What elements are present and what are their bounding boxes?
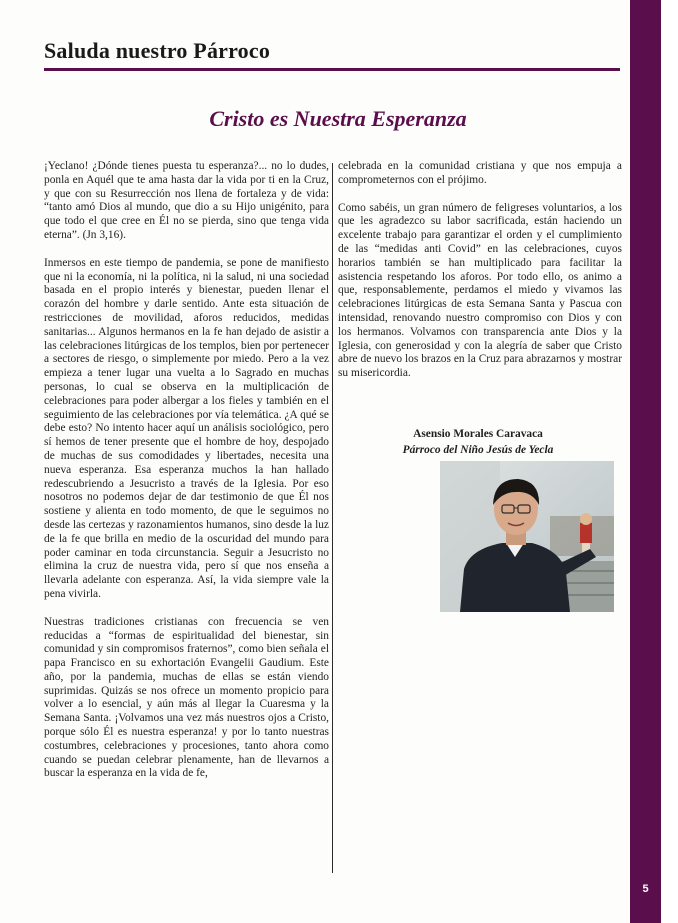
author-name: Asensio Morales Caravaca xyxy=(413,428,543,440)
side-color-band xyxy=(630,0,661,923)
paragraph: Inmersos en este tiempo de pandemia, se pone de manifiesto que ni la economía, ni la política, ni la salud, ni una sociedad basada en el propio interés y bienestar, pueden llenar el corazón del hombre y darle sentido. Ante esta situación de restricciones de movilidad, aforos reducidos, medidas sanitarias... Algunos hermanos en la fe han dejado de asistir a las celebraciones litúrgicas de los templos, bien por pertenecer a sectores de riesgo, o simplemente por miedo. Pero a la vez empieza a tener lugar una vuelta a lo Sagrado en muchas personas, lo cual se observa en la multiplicación de celebraciones para poder albergar a los fieles y también en el seguimiento de las celebraciones por vía telemática. ¿A qué se debe esto? No intento hacer aquí un análisis sociológico, pero sí hemos de tener presente que el hombre de hoy, despojado de muchas de sus comodidades y libertades, necesita una nueva esperanza. Esa esperanza muchos la han hallado redescubriendo a Jesucristo a través de la Iglesia. Por eso nosotros no podemos dejar de dar testimonio de que Él nos sostiene y alienta en todo momento, de que le seguimos no desde las certezas y razonamientos humanos, sino desde la luz de la fe que brilla en medio de la oscuridad del mundo para poder caminar en toda circunstancia. Seguir a Jesucristo no elimina la cruz de nuestra vida, pero sí que nos enseña a llevarla adelante con esperanza. Así, la vida siempre vale la pena vivirla. xyxy=(44,256,329,600)
page-number: 5 xyxy=(642,883,649,895)
author-title: Párroco del Niño Jesús de Yecla xyxy=(402,444,554,456)
author-photo xyxy=(440,461,614,612)
article-column-left xyxy=(44,160,329,795)
paragraph: ¡Yeclano! ¿Dónde tienes puesta tu esperanza?... no lo dudes, ponla en Aquél que te ama hasta dar la vida por ti en la Cruz, y que con su Resurrección nos llena de fortaleza y de vida: “tanto amó Dios al mundo, que dio a su Hijo unigénito, para que todo el que cree en Él no se pierda, sino que tenga vida eterna”. (Jn 3,16). xyxy=(44,160,329,241)
article-column-right xyxy=(338,160,622,395)
section-title: Saluda nuestro Párroco xyxy=(44,38,271,63)
paragraph: Nuestras tradiciones cristianas con frecuencia se ven reducidas a “formas de espiritualidad del bienestar, sin comunidad y sin compromisos fraternos”, como bien señala el papa Francisco en su exhortación Evangelii Gaudium. Este año, por la pandemia, muchas de ellas se están viendo suprimidas. Quizás se nos ofrece un momento propicio para volver a lo esencial, y aún más al llegar la Cuaresma y la Semana Santa. ¡Volvamos una vez más nuestros ojos a Cristo, porque sólo Él es nuestra esperanza! y por lo tanto nuestras costumbres, celebraciones y procesiones, tanto ahora como cuando se puedan celebrar plenamente, han de llevarnos a buscar la esperanza en la vida de fe, xyxy=(44,615,329,780)
column-divider xyxy=(332,163,333,873)
paragraph: celebrada en la comunidad cristiana y que nos empuja a comprometernos con el prójimo. xyxy=(338,160,622,186)
paragraph: Como sabéis, un gran número de feligreses voluntarios, a los que les agradezco su labor sacrificada, están haciendo un excelente trabajo para garantizar el orden y el cumplimiento de las “medidas anti Covid” en las celebraciones, cuyos horarios también se han multiplicado para facilitar la asistencia respetando los aforos. Por todo ello, os animo a que, responsablemente, perdamos el miedo y vivamos las celebraciones litúrgicas de esta Semana Santa y Pascua con intensidad, renovando nuestro compromiso con Dios y con los hermanos. Volvamos con transparencia ante Dios y la Iglesia, con generosidad y con la alegría de saber que Cristo abre de nuevo los brazos en la Cruz para abrazarnos y mostrar su misericordia. xyxy=(338,201,622,380)
title-rule xyxy=(44,68,620,71)
portrait-image xyxy=(440,461,614,612)
article-headline: Cristo es Nuestra Esperanza xyxy=(209,106,467,131)
